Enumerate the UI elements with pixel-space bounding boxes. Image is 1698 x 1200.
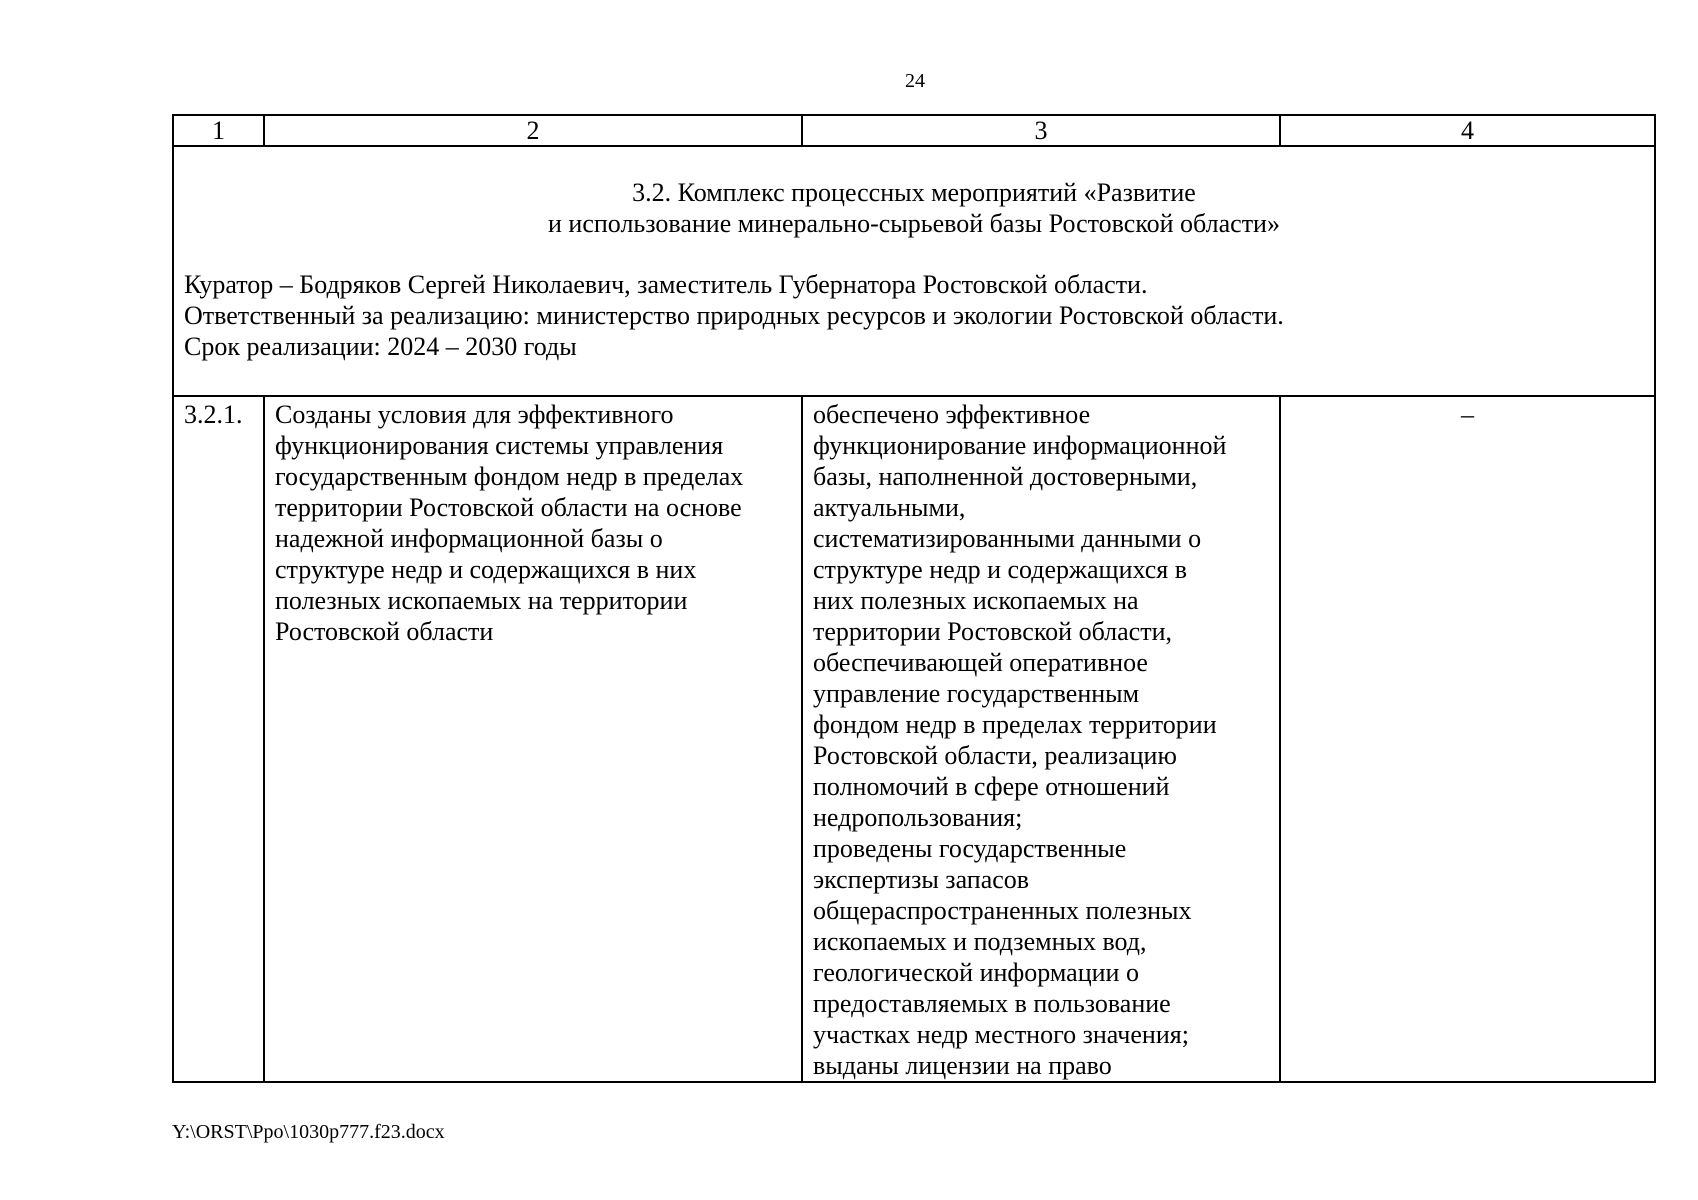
column-header: 2 xyxy=(264,115,802,146)
effect-line: систематизированными данными о xyxy=(813,524,1202,553)
task-line: государственным фондом недр в пределах xyxy=(275,462,744,491)
effect-line: базы, наполненной достоверными, xyxy=(813,462,1198,491)
effect-cell xyxy=(802,396,1280,1082)
table-row xyxy=(173,396,1655,1082)
effect-line: обеспечено эффективное xyxy=(813,400,1091,429)
effect-line: структуре недр и содержащихся в xyxy=(813,555,1188,584)
effect-line: фондом недр в пределах территории xyxy=(813,710,1217,739)
section-meta xyxy=(174,269,1654,362)
curator-line: Куратор – Бодряков Сергей Николаевич, заместитель Губернатора Ростовской области. xyxy=(184,270,1148,299)
task-line: Ростовской области xyxy=(275,617,494,646)
effect-line: полномочий в сфере отношений xyxy=(813,772,1170,801)
effect-line: выданы лицензии на право xyxy=(813,1051,1112,1080)
effect-line: обеспечивающей оперативное xyxy=(813,648,1148,677)
indicator-cell: – xyxy=(1280,396,1655,1082)
effect-line: экспертизы запасов xyxy=(813,865,1030,894)
effect-line: территории Ростовской области, xyxy=(813,617,1172,646)
column-header: 1 xyxy=(173,115,264,146)
column-header: 3 xyxy=(802,115,1280,146)
effect-line: функционирование информационной xyxy=(813,431,1227,460)
table-header-row xyxy=(173,115,1655,146)
section-title-line: и использование минерально-сырьевой базы Ростовской области» xyxy=(548,209,1280,238)
effect-line: актуальными, xyxy=(813,493,966,522)
section-cell xyxy=(173,146,1655,396)
task-line: территории Ростовской области на основе xyxy=(275,493,742,522)
effect-line: них полезных ископаемых на xyxy=(813,586,1139,615)
effect-line: геологической информации о xyxy=(813,958,1139,987)
task-line: полезных ископаемых на территории xyxy=(275,586,688,615)
effect-line: участках недр местного значения; xyxy=(813,1020,1189,1049)
task-line: Созданы условия для эффективного xyxy=(275,400,674,429)
effect-line: предоставляемых в пользование xyxy=(813,989,1171,1018)
effect-line: Ростовской области, реализацию xyxy=(813,741,1177,770)
responsible-line: Ответственный за реализацию: министерство природных ресурсов и экологии Ростовской области. xyxy=(184,301,1284,330)
term-line: Срок реализации: 2024 – 2030 годы xyxy=(184,332,577,361)
section-row xyxy=(173,146,1655,396)
footer-file-path: Y:\ORST\Ppo\1030p777.f23.docx xyxy=(172,1121,445,1143)
effect-line: недропользования; xyxy=(813,803,1023,832)
task-line: надежной информационной базы о xyxy=(275,524,663,553)
section-title xyxy=(174,177,1654,239)
effect-line: управление государственным xyxy=(813,679,1140,708)
effect-line: проведены государственные xyxy=(813,834,1127,863)
task-line: функционирования системы управления xyxy=(275,431,724,460)
row-number: 3.2.1. xyxy=(173,396,264,1082)
column-header: 4 xyxy=(1280,115,1655,146)
task-line: структуре недр и содержащихся в них xyxy=(275,555,697,584)
effect-line: ископаемых и подземных вод, xyxy=(813,927,1147,956)
task-cell xyxy=(264,396,802,1082)
section-title-line: 3.2. Комплекс процессных мероприятий «Развитие xyxy=(632,178,1196,207)
effect-line: общераспространенных полезных xyxy=(813,896,1192,925)
page-number: 24 xyxy=(905,70,925,92)
measures-table xyxy=(172,114,1656,1083)
